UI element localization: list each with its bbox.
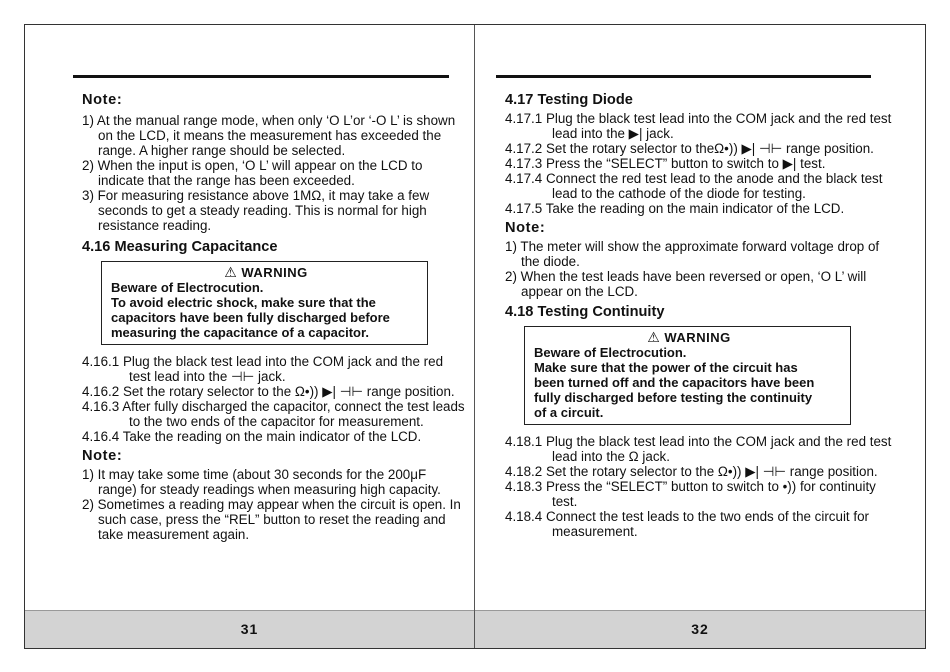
note-item: 1) The meter will show the approximate forward voltage drop of the diode. (505, 239, 880, 269)
section-heading: 4.18 Testing Continuity (505, 304, 665, 320)
procedure-step: 4.16.2 Set the rotary selector to the Ω•)) ▶| ⊣⊢ range position. (82, 384, 455, 399)
procedure-step: 4.16.1 Plug the black test lead into the COM jack and the red test lead into the ⊣⊢ jack. (82, 354, 444, 384)
note-item: 3) For measuring resistance above 1MΩ, it may take a few seconds to get a steady reading. This is normal for high resistance reading. (82, 188, 430, 233)
procedure-step: 4.16.4 Take the reading on the main indicator of the LCD. (82, 429, 422, 444)
procedure-step: 4.17.3 Press the “SELECT” button to switch to ▶| test. (505, 156, 826, 171)
warning-line: capacitors have been fully discharged before (111, 310, 390, 325)
note-heading: Note: (82, 92, 123, 108)
procedure-step: 4.18.1 Plug the black test lead into the COM jack and the red test lead into the Ω jack. (505, 434, 892, 464)
header-rule (73, 75, 449, 78)
procedure-step: 4.17.1 Plug the black test lead into the COM jack and the red test lead into the ▶| jack. (505, 111, 892, 141)
procedure-step: 4.16.3 After fully discharged the capacitor, connect the test leads to the two ends of the capacitor for measurement. (82, 399, 465, 429)
warning-triangle-icon: ⚠ (224, 264, 238, 280)
page-32-content (505, 93, 900, 539)
warning-box (524, 326, 851, 425)
page-footer (25, 610, 474, 648)
warning-line: Beware of Electrocution. (534, 345, 687, 360)
warning-line: measuring the capacitance of a capacitor. (111, 325, 369, 340)
procedure-step: 4.18.4 Connect the test leads to the two ends of the circuit for measurement. (505, 509, 869, 539)
page-32 (475, 25, 925, 648)
warning-title: WARNING (664, 330, 731, 345)
section-heading: 4.16 Measuring Capacitance (82, 239, 278, 255)
manual-spread (24, 24, 926, 649)
page-31-content (82, 93, 468, 542)
warning-title: WARNING (241, 265, 308, 280)
procedure-step: 4.18.2 Set the rotary selector to the Ω•)) ▶| ⊣⊢ range position. (505, 464, 878, 479)
procedure-step: 4.17.2 Set the rotary selector to theΩ•)) ▶| ⊣⊢ range position. (505, 141, 874, 156)
warning-line: fully discharged before testing the continuity (534, 390, 813, 405)
warning-line: been turned off and the capacitors have been (534, 375, 815, 390)
warning-box (101, 261, 428, 345)
note-item: 1) It may take some time (about 30 seconds for the 200μF range) for steady readings when measuring high capacity. (82, 467, 441, 497)
warning-line: Make sure that the power of the circuit has (534, 360, 798, 375)
warning-line: of a circuit. (534, 405, 604, 420)
page-31 (25, 25, 475, 648)
procedure-step: 4.17.4 Connect the red test lead to the anode and the black test lead to the cathode of the diode for testing. (505, 171, 883, 201)
warning-triangle-icon: ⚠ (647, 329, 661, 345)
note-heading: Note: (82, 448, 123, 464)
procedure-step: 4.17.5 Take the reading on the main indicator of the LCD. (505, 201, 845, 216)
procedure-step: 4.18.3 Press the “SELECT” button to switch to •)) for continuity test. (505, 479, 876, 509)
page-number: 31 (240, 621, 259, 637)
note-item: 2) Sometimes a reading may appear when the circuit is open. In such case, press the “REL” button to reset the reading and take measurement again. (82, 497, 461, 542)
page-number: 32 (691, 621, 709, 637)
note-item: 1) At the manual range mode, when only ‘O L’or ‘-O L’ is shown on the LCD, it means the measurement has exceeded the range. A higher range should be selected. (82, 113, 456, 158)
warning-title-row (534, 330, 844, 345)
warning-title-row (111, 265, 421, 280)
note-item: 2) When the test leads have been reversed or open, ‘O L’ will appear on the LCD. (505, 269, 867, 299)
note-heading: Note: (505, 220, 546, 236)
warning-line: Beware of Electrocution. (111, 280, 264, 295)
note-item: 2) When the input is open, ‘O L’ will appear on the LCD to indicate that the range has been exceeded. (82, 158, 423, 188)
header-rule (496, 75, 871, 78)
warning-line: To avoid electric shock, make sure that the (111, 295, 376, 310)
section-heading: 4.17 Testing Diode (505, 92, 633, 108)
page-footer (475, 610, 925, 648)
